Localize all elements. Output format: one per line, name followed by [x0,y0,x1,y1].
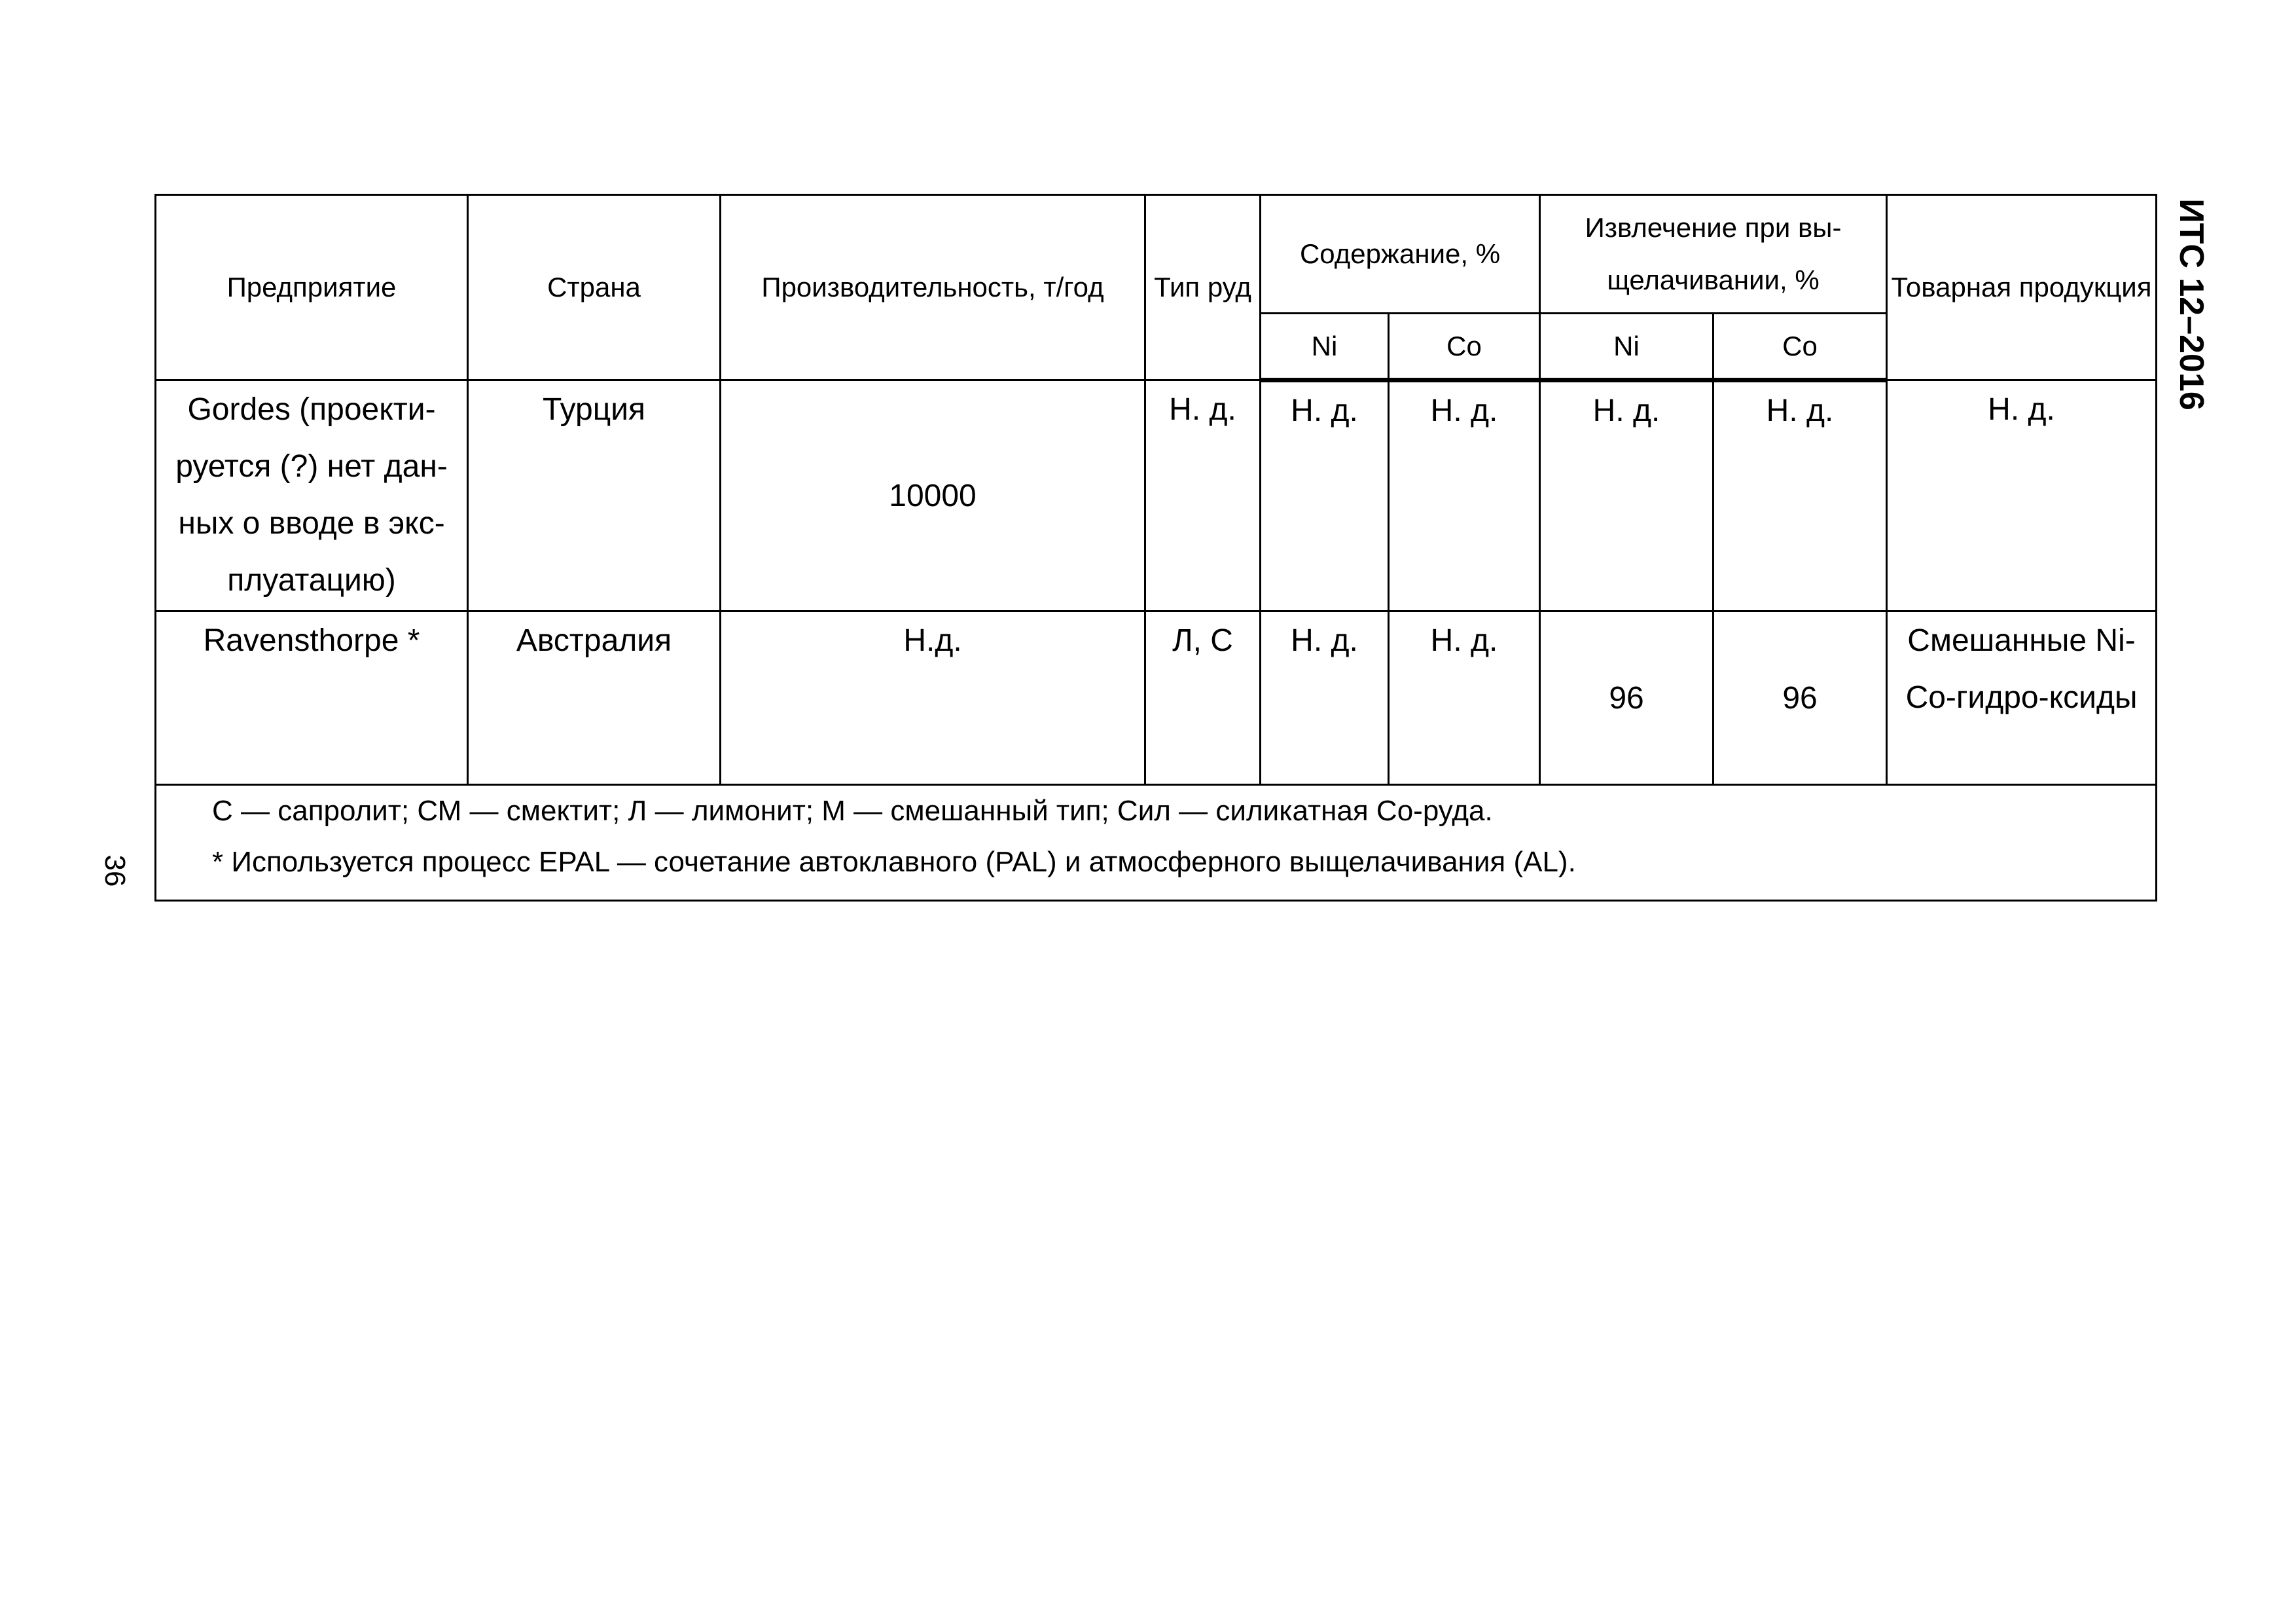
header-recovery-ni: Ni [1540,314,1713,380]
header-recovery: Извлечение при вы-щелачивании, % [1540,195,1887,314]
page-number [85,841,144,900]
note-abbreviations: С — сапролит; СМ — смектит; Л — лимонит; М — смешанный тип; Сил — силикатная Со-руда. [212,795,1493,827]
cell-content-co: Н. д. [1389,611,1540,785]
cell-content-ni: Н. д. [1261,611,1389,785]
data-table [154,194,2157,902]
cell-product: Н. д. [1887,380,2157,611]
table-row [156,380,2157,611]
page-number-text: 36 [99,854,131,887]
table-notes [156,785,2157,901]
table-row [156,611,2157,785]
cell-enterprise: Ravensthorpe * [156,611,468,785]
cell-content-co: Н. д. [1389,380,1540,611]
cell-ore-type: Н. д. [1145,380,1261,611]
document-code-text: ИТС 12–2016 [2172,198,2210,410]
notes-row [156,785,2157,901]
header-content-co: Co [1389,314,1540,380]
cell-recovery-ni: Н. д. [1540,380,1713,611]
cell-product: Смешанные Ni-Co-гидро-ксиды [1887,611,2157,785]
header-product: Товарная продукция [1887,195,2157,380]
cell-ore-type: Л, С [1145,611,1261,785]
cell-enterprise: Gordes (проекти-руется (?) нет дан-ных о вводе в экс-плуатацию) [156,380,468,611]
cell-capacity: 10000 [721,380,1145,611]
cell-content-ni: Н. д. [1261,380,1389,611]
cell-capacity: Н.д. [721,611,1145,785]
header-recovery-co: Co [1713,314,1887,380]
header-capacity: Производительность, т/год [721,195,1145,380]
cell-recovery-co: 96 [1713,611,1887,785]
header-content-ni: Ni [1261,314,1389,380]
note-epal: * Используется процесс EPAL — сочетание автоклавного (PAL) и атмосферного выщелачивания (AL). [212,846,1576,878]
header-country: Страна [468,195,721,380]
header-content: Содержание, % [1261,195,1540,314]
cell-country: Турция [468,380,721,611]
cell-country: Австралия [468,611,721,785]
cell-recovery-co: Н. д. [1713,380,1887,611]
header-enterprise: Предприятие [156,195,468,380]
cell-recovery-ni: 96 [1540,611,1713,785]
header-ore-type: Тип руд [1145,195,1261,380]
